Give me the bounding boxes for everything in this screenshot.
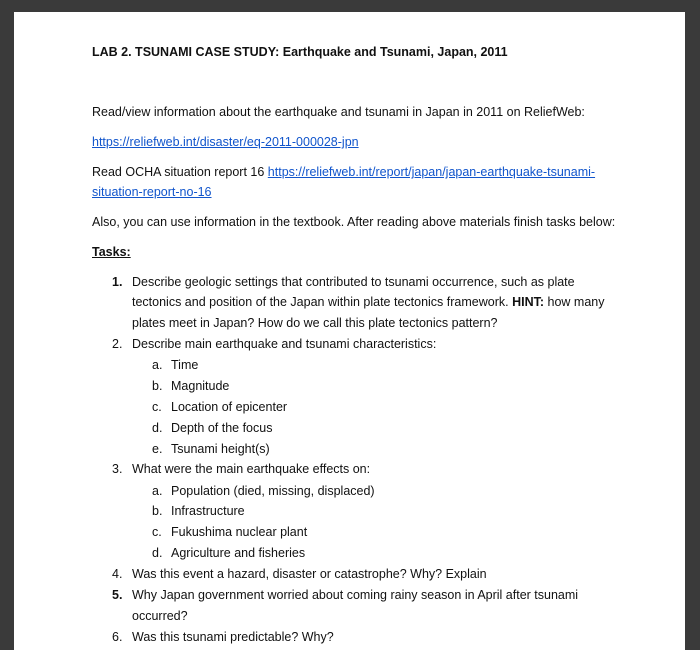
sub-letter: d. — [152, 546, 163, 560]
sub-item: Depth of the focus — [171, 421, 273, 435]
ocha-line — [92, 165, 595, 179]
sub-item: Location of epicenter — [171, 400, 288, 414]
task-1-line2-post: how many — [544, 295, 605, 309]
sub-letter: b. — [152, 504, 163, 518]
task-number: 2. — [112, 337, 123, 351]
task-6-text: Was this tsunami predictable? Why? — [132, 630, 334, 644]
task-number: 3. — [112, 462, 123, 476]
task-1-line3: plates meet in Japan? How do we call this plate tectonics pattern? — [132, 316, 498, 330]
task-1-line1: Describe geologic settings that contributed to tsunami occurrence, such as plate — [132, 275, 575, 289]
task-1-line2-pre: tectonics and position of the Japan within plate tectonics framework. — [132, 295, 513, 309]
task-5-line2: occurred? — [132, 609, 188, 623]
sub-item: Population (died, missing, displaced) — [171, 484, 375, 498]
task-2-text: Describe main earthquake and tsunami characteristics: — [132, 337, 437, 351]
task-number: 1. — [112, 275, 123, 289]
viewer-top-bar — [0, 0, 700, 12]
sub-item: Magnitude — [171, 379, 230, 393]
sub-letter: b. — [152, 379, 163, 393]
task-number: 4. — [112, 567, 123, 581]
sub-letter: d. — [152, 421, 163, 435]
intro-text: Read/view information about the earthquake and tsunami in Japan in 2011 on ReliefWeb: — [92, 105, 585, 119]
page-title: LAB 2. TSUNAMI CASE STUDY: Earthquake and Tsunami, Japan, 2011 — [92, 45, 508, 59]
sub-letter: c. — [152, 400, 162, 414]
task-3-text: What were the main earthquake effects on: — [132, 462, 371, 476]
sub-letter: a. — [152, 358, 163, 372]
ocha-line-cont — [92, 185, 212, 199]
task-4-text: Was this event a hazard, disaster or catastrophe? Why? Explain — [132, 567, 487, 581]
document-page — [14, 0, 685, 650]
sub-letter: c. — [152, 525, 162, 539]
ocha-report-link-part2[interactable]: situation-report-no-16 — [92, 185, 212, 199]
ocha-prefix: Read OCHA situation report 16 — [92, 165, 268, 179]
also-text: Also, you can use information in the textbook. After reading above materials finish tasks below: — [92, 215, 616, 229]
task-5-line1: Why Japan government worried about coming rainy season in April after tsunami — [132, 588, 579, 602]
sub-letter: e. — [152, 442, 163, 456]
hint-label: HINT: — [512, 295, 545, 309]
sub-item: Tsunami height(s) — [171, 442, 270, 456]
task-number: 5. — [112, 588, 123, 602]
task-1-line2 — [132, 295, 604, 309]
sub-item: Fukushima nuclear plant — [171, 525, 308, 539]
tasks-heading: Tasks: — [92, 245, 131, 259]
reliefweb-disaster-link[interactable]: https://reliefweb.int/disaster/eq-2011-000028-jpn — [92, 135, 359, 149]
task-number: 6. — [112, 630, 123, 644]
ocha-report-link-part1[interactable]: https://reliefweb.int/report/japan/japan-earthquake-tsunami- — [267, 165, 596, 179]
sub-item: Time — [171, 358, 199, 372]
sub-letter: a. — [152, 484, 163, 498]
sub-item: Agriculture and fisheries — [171, 546, 306, 560]
reliefweb-link-line — [92, 135, 359, 149]
sub-item: Infrastructure — [171, 504, 245, 518]
